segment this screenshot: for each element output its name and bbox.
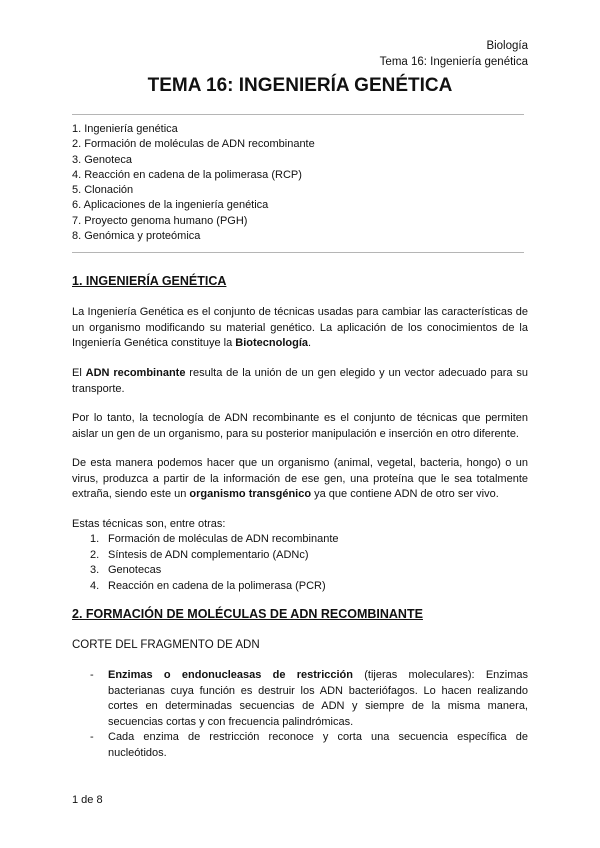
page-title: TEMA 16: INGENIERÍA GENÉTICA <box>147 75 453 96</box>
section-1-paragraph-1: La Ingeniería Genética es el conjunto de técnicas usadas para cambiar las características de un organismo modificando su material genético. La aplicación de los conocimientos de la Ingeniería Genética constituye la Biotecnología. <box>72 306 528 349</box>
section-2-heading: 2. FORMACIÓN DE MOLÉCULAS DE ADN RECOMBINANTE <box>72 607 423 621</box>
table-of-contents <box>72 122 315 244</box>
list-item: 2. Síntesis de ADN complementario (ADNc) <box>90 548 309 561</box>
toc-item: 2. Formación de moléculas de ADN recombinante <box>72 138 315 151</box>
toc-item: 6. Aplicaciones de la ingeniería genética <box>72 199 269 212</box>
header-subject: Biología <box>486 40 528 52</box>
toc-item: 7. Proyecto genoma humano (PGH) <box>72 214 248 227</box>
bullet-dash: - <box>90 731 94 743</box>
bullet-item: - Enzimas o endonucleasas de restricción (tijeras moleculares): Enzimas bacterianas cuya función es destruir los ADN bacteriófagos. Lo hacen realizando cortes en determinadas secuencias de ADN y siempre de la misma manera, secuencias cortas y con frecuencia palindrómicas. <box>90 669 528 728</box>
section-1-paragraph-5: Estas técnicas son, entre otras: <box>72 518 226 530</box>
section-1-paragraph-2: El ADN recombinante resulta de la unión de un gen elegido y un vector adecuado para su transporte. <box>72 367 528 395</box>
toc-item: 5. Clonación <box>72 184 134 197</box>
toc-item: 3. Genoteca <box>72 153 132 166</box>
list-item: 4. Reacción en cadena de la polimerasa (PCR) <box>90 579 326 592</box>
page-number: 1 de 8 <box>72 794 103 806</box>
list-item: 3. Genotecas <box>90 564 162 576</box>
running-header <box>380 38 528 70</box>
bullet-item: - Cada enzima de restricción reconoce y corta una secuencia específica de nucleótidos. <box>90 731 528 759</box>
toc-item: 1. Ingeniería genética <box>72 123 178 135</box>
section-1-paragraph-4: De esta manera podemos hacer que un organismo (animal, vegetal, bacteria, hongo) o un virus, produzca a partir de la información de ese gen, una proteína que le sea totalmente extraña, siendo este un organismo transgénico ya que contiene ADN de otro ser vivo. <box>72 457 528 500</box>
list-item: 1. Formación de moléculas de ADN recombinante <box>90 533 339 545</box>
techniques-list <box>90 532 339 594</box>
header-topic: Tema 16: Ingeniería genética <box>379 56 528 68</box>
divider-bottom <box>72 252 524 253</box>
section-2-subheading: CORTE DEL FRAGMENTO DE ADN <box>72 639 260 651</box>
toc-item: 8. Genómica y proteómica <box>72 230 201 243</box>
section-1-heading: 1. INGENIERÍA GENÉTICA <box>72 274 227 288</box>
section-1-paragraph-3: Por lo tanto, la tecnología de ADN recombinante es el conjunto de técnicas que permiten aislar un gen de un organismo, para su posterior manipulación e inserción en otro diferente. <box>72 412 528 440</box>
divider-top <box>72 114 524 115</box>
toc-item: 4. Reacción en cadena de la polimerasa (RCP) <box>72 168 302 181</box>
bullet-dash: - <box>90 669 94 681</box>
